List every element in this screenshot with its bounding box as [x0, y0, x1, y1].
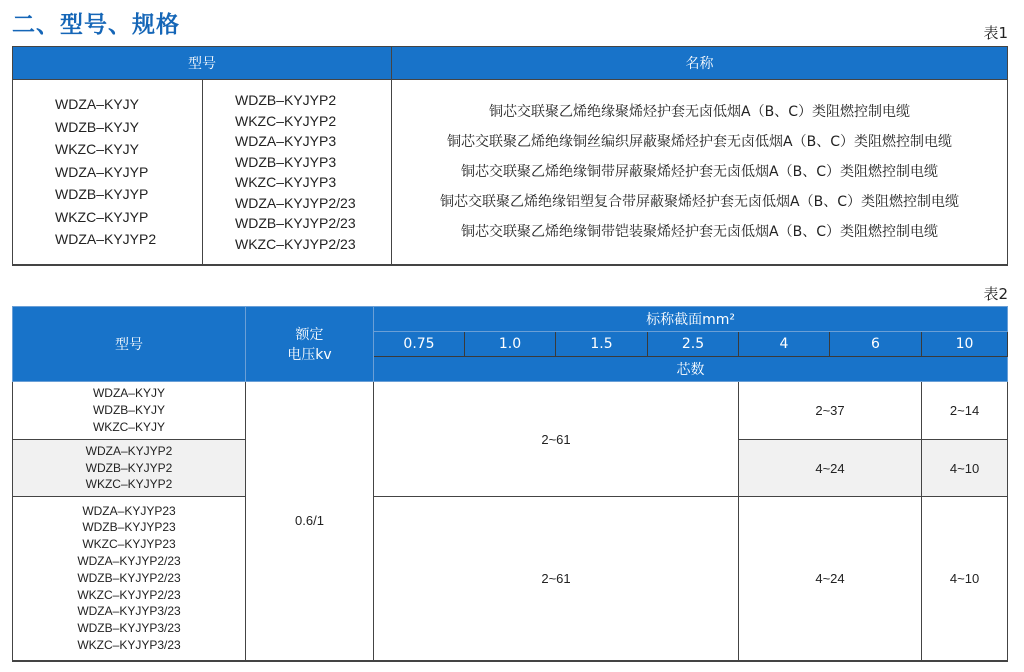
model-header: 型号	[13, 47, 392, 80]
model-item: WKZC–KYJYP	[55, 208, 149, 225]
model-item: WDZB–KYJY	[55, 118, 140, 135]
section-heading: 二、型号、规格	[12, 12, 180, 38]
model-item: WKZC–KYJYP3/23	[77, 638, 181, 653]
model-item: WDZB–KYJYP2/23	[235, 215, 356, 231]
model-header: 型号	[13, 307, 246, 382]
cores-mid-2: 4~24	[739, 440, 922, 497]
model-name-table	[12, 46, 1008, 266]
model-item: WKZC–KYJY	[92, 419, 165, 434]
model-group-3	[13, 497, 246, 661]
cores-large-3: 4~10	[922, 497, 1008, 661]
model-item: WDZB–KYJYP2	[85, 460, 173, 475]
model-group-2	[13, 440, 246, 497]
voltage-header-line2: 电压kv	[287, 347, 332, 363]
model-item: WDZA–KYJYP3	[235, 133, 337, 149]
cable-name: 铜芯交联聚乙烯绝缘聚烯烃护套无卤低烟A（B、C）类阻燃控制电缆	[489, 104, 910, 120]
size-header: 10	[922, 332, 1008, 357]
model-item: WKZC–KYJYP2	[235, 112, 337, 129]
cable-names	[392, 80, 1008, 266]
cable-name: 铜芯交联聚乙烯绝缘铜带屏蔽聚烯烃护套无卤低烟A（B、C）类阻燃控制电缆	[461, 164, 938, 180]
model-item: WDZB–KYJYP3/23	[77, 621, 181, 636]
model-item: WKZC–KYJYP3	[235, 174, 337, 190]
model-item: WDZA–KYJYP3/23	[77, 604, 181, 619]
model-item: WDZA–KYJY	[92, 386, 165, 401]
size-header: 0.75	[374, 332, 465, 357]
model-item: WDZB–KYJYP2/23	[77, 570, 181, 585]
model-list-2	[203, 80, 392, 266]
cores-large-2: 4~10	[922, 440, 1008, 497]
spec-table	[12, 306, 1008, 662]
model-item: WDZB–KYJYP23	[82, 520, 176, 535]
name-header: 名称	[392, 47, 1008, 80]
cores-small-3: 2~61	[374, 497, 739, 661]
cores-mid-3: 4~24	[739, 497, 922, 661]
model-item: WDZB–KYJY	[92, 403, 165, 418]
model-item: WDZA–KYJYP2	[85, 443, 173, 458]
model-item: WKZC–KYJY	[55, 141, 140, 158]
cores-large-1: 2~14	[922, 382, 1008, 440]
size-header: 1.0	[465, 332, 556, 357]
model-item: WDZB–KYJYP3	[235, 153, 337, 170]
voltage-value: 0.6/1	[246, 382, 374, 661]
model-item: WDZA–KYJYP2	[55, 231, 157, 248]
cores-small-1: 2~61	[374, 382, 739, 497]
model-item: WDZA–KYJY	[55, 96, 140, 113]
voltage-header	[246, 307, 374, 382]
model-list-1	[13, 80, 203, 266]
model-item: WKZC–KYJYP2	[85, 477, 173, 492]
table1-label: 表1	[983, 24, 1008, 42]
cable-name: 铜芯交联聚乙烯绝缘铜带铠装聚烯烃护套无卤低烟A（B、C）类阻燃控制电缆	[461, 224, 938, 240]
voltage-header-line1: 额定	[295, 327, 324, 343]
model-group-1	[13, 382, 246, 440]
model-item: WDZB–KYJYP	[55, 186, 149, 203]
size-header: 4	[739, 332, 830, 357]
section-header: 标称截面mm²	[374, 307, 1008, 332]
model-item: WKZC–KYJYP23	[82, 537, 176, 552]
cable-name: 铜芯交联聚乙烯绝缘铝塑复合带屏蔽聚烯烃护套无卤低烟A（B、C）类阻燃控制电缆	[440, 194, 959, 210]
size-header: 1.5	[556, 332, 648, 357]
model-item: WKZC–KYJYP2/23	[235, 235, 356, 252]
cores-mid-1: 2~37	[739, 382, 922, 440]
model-item: WKZC–KYJYP2/23	[77, 587, 181, 602]
size-header: 6	[830, 332, 922, 357]
model-item: WDZA–KYJYP23	[82, 503, 176, 518]
cable-name: 铜芯交联聚乙烯绝缘铜丝编织屏蔽聚烯烃护套无卤低烟A（B、C）类阻燃控制电缆	[447, 134, 952, 150]
model-item: WDZB–KYJYP2	[235, 92, 337, 108]
cores-header: 芯数	[374, 357, 1008, 382]
table2-label: 表2	[983, 285, 1008, 303]
model-item: WDZA–KYJYP2/23	[77, 554, 181, 569]
size-header: 2.5	[648, 332, 739, 357]
model-item: WDZA–KYJYP2/23	[235, 194, 356, 211]
model-item: WDZA–KYJYP	[55, 163, 149, 180]
